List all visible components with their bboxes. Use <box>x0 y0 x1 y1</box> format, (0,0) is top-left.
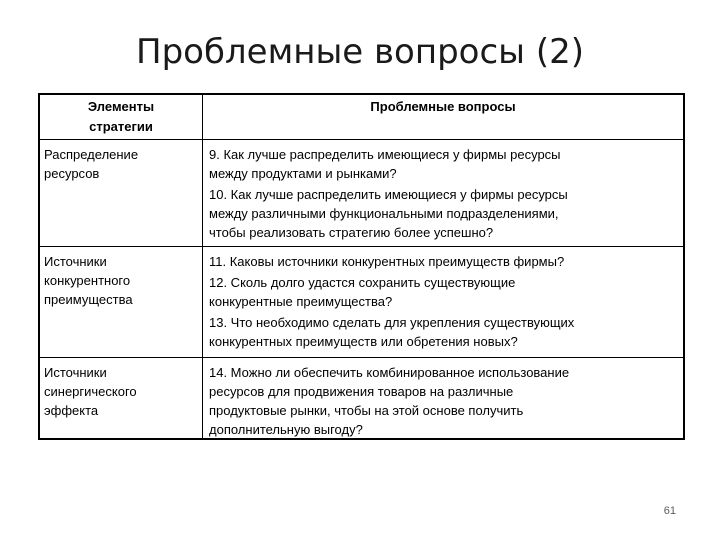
question-line: продуктовые рынки, чтобы на этой основе получить <box>209 403 524 418</box>
header-divider <box>40 139 683 140</box>
strategy-issues-table <box>38 93 685 440</box>
question-line: 10. Как лучше распределить имеющиеся у фирмы ресурсы <box>209 187 568 202</box>
question-9 <box>209 145 679 183</box>
question-line: между различными функциональными подразделениями, <box>209 206 559 221</box>
element-line: конкурентного <box>44 273 131 288</box>
question-14 <box>209 363 679 439</box>
header-questions: Проблемные вопросы <box>370 99 516 114</box>
element-line: синергического <box>44 384 137 399</box>
row-element-synergy <box>44 363 198 420</box>
element-line: преимущества <box>44 292 133 307</box>
header-elements-line2: стратегии <box>89 119 153 134</box>
question-10 <box>209 185 679 242</box>
element-line: Распределение <box>44 147 139 162</box>
element-line: Источники <box>44 365 107 380</box>
question-line: конкурентных преимуществ или обретения новых? <box>209 334 518 349</box>
slide-title: Проблемные вопросы (2) <box>136 32 584 72</box>
question-line: ресурсов для продвижения товаров на различные <box>209 384 514 399</box>
row-questions-competitive-advantage <box>209 252 679 351</box>
question-line: чтобы реализовать стратегию более успешно? <box>209 225 494 240</box>
row-divider <box>40 246 683 247</box>
row-questions-resource-allocation <box>209 145 679 242</box>
question-13 <box>209 313 679 351</box>
page-number: 61 <box>663 505 676 517</box>
element-line: ресурсов <box>44 166 100 181</box>
question-line: 14. Можно ли обеспечить комбинированное использование <box>209 365 570 380</box>
header-elements <box>40 97 202 137</box>
question-line: между продуктами и рынками? <box>209 166 397 181</box>
question-line: конкурентные преимущества? <box>209 294 393 309</box>
question-line: 11. Каковы источники конкурентных преимуществ фирмы? <box>209 254 565 269</box>
question-11 <box>209 252 679 271</box>
element-line: Источники <box>44 254 107 269</box>
question-12 <box>209 273 679 311</box>
question-line: 13. Что необходимо сделать для укрепления существующих <box>209 315 575 330</box>
question-line: 12. Сколь долго удастся сохранить существующие <box>209 275 516 290</box>
header-elements-line1: Элементы <box>87 99 155 114</box>
row-element-competitive-advantage <box>44 252 198 309</box>
column-divider <box>202 95 203 438</box>
row-questions-synergy <box>209 363 679 439</box>
question-line: 9. Как лучше распределить имеющиеся у фирмы ресурсы <box>209 147 561 162</box>
row-divider <box>40 357 683 358</box>
element-line: эффекта <box>44 403 99 418</box>
question-line: дополнительную выгоду? <box>209 422 363 437</box>
row-element-resource-allocation <box>44 145 198 183</box>
